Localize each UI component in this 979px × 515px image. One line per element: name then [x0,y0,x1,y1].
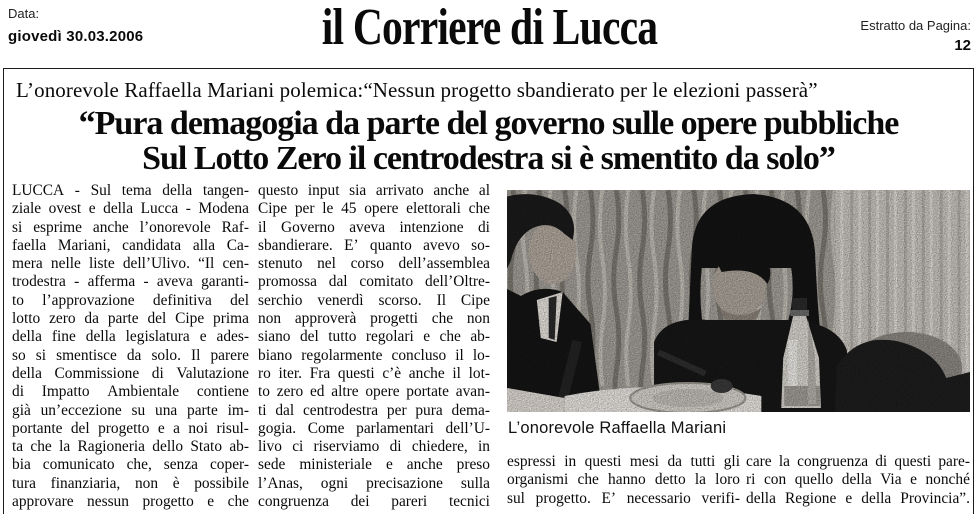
text-line: si esprime anche l’onorevole Raf- [12,218,249,236]
text-line: ta che la Ragioneria dello Stato ab- [12,438,249,456]
text-line: ro iter. Fra questi c’è anche il lot- [258,364,490,382]
bottom-columns [507,453,970,508]
text-line: espressi in questi mesi da tutti gli [507,453,740,470]
article-photo [507,190,970,412]
text-line: già un’eccezione su una parte im- [12,401,249,419]
page-extract-label: Estratto da Pagina: [860,18,971,33]
text-line: portante del progetto e a noi risul- [12,419,249,437]
headline-line-1: “Pura demagogia da parte del governo sulle opere pubbliche [78,105,899,142]
text-line: ri con quello della Via e nonché [746,471,970,489]
text-line: sul progetto. E’ necessario verifi- [507,489,740,507]
article-kicker: L’onorevole Raffaella Mariani polemica:“Nessun progetto sbandierato per le elezioni passerà” [16,78,818,102]
text-line: promossa dal comitato dell’Oltre- [258,273,490,291]
text-line: livo ci riserviamo di chiedere, in [258,438,490,456]
text-line: tura finanziaria, non è possibile [12,474,249,492]
text-line: della Regione e della Provincia”. [746,489,970,507]
text-line: biano regolarmente concluso il lo- [258,346,490,364]
halftone-grain [507,190,970,412]
body-column-1 [12,182,249,511]
text-line: so si smentisce da solo. Il parere [12,346,249,364]
photo-caption: L’onorevole Raffaella Mariani [508,419,727,437]
date-label: Data: [8,6,40,21]
article-frame [3,68,974,514]
text-line: stenuto nel corso dell’assemblea [258,255,490,273]
text-line: questo input sia arrivato anche al [258,182,490,199]
headline-line-2: Sul Lotto Zero il centrodestra si è smentito da solo” [142,140,835,177]
text-line: faella Mariani, candidata alla Ca- [12,236,249,254]
text-line: non approverà progetti che non [258,310,490,328]
text-line: ziale ovest e della Lucca - Modena [12,200,249,218]
text-line: mera nelle liste dell’Ulivo. “Il cen- [12,255,249,273]
page-header [0,0,979,68]
page-extract-block [860,18,971,54]
page-extract-number: 12 [954,37,971,54]
text-line: ti dal centrodestra per pura dema- [258,401,490,419]
text-line: sbandierare. E’ quanto avevo so- [258,236,490,254]
body-column-2 [258,182,490,511]
text-line: approvare nessun progetto e che [12,493,249,511]
text-line: care la congruenza di questi pare- [746,453,970,470]
text-line: organismi che hanno detto la loro [507,471,740,489]
date-value: giovedì 30.03.2006 [8,28,144,45]
text-line: della fine della legislatura e ades- [12,328,249,346]
text-line: LUCCA - Sul tema della tangen- [12,182,249,199]
masthead-title: il Corriere di Lucca [321,0,658,56]
text-line: trodestra - afferma - aveva garanti- [12,273,249,291]
text-line: serchio venerdì scorso. Il Cipe [258,291,490,309]
text-line: to l’approvazione definitiva del [12,291,249,309]
text-line: della Commissione di Valutazione [12,364,249,382]
text-line: siano del tutto regolari e che ab- [258,328,490,346]
text-line: il Governo aveva intenzione di [258,218,490,236]
text-line: di Impatto Ambientale contiene [12,383,249,401]
text-line: lotto zero da parte del Cipe prima [12,310,249,328]
text-line: bia comunicato che, senza coper- [12,456,249,474]
article-headline [4,106,973,176]
text-line: sede ministeriale e anche preso [258,456,490,474]
photo-and-text-block [504,182,970,515]
body-column-4 [746,453,970,508]
text-line: congruenza dei pareri tecnici [258,493,490,511]
text-line: Cipe per le 45 opere elettorali che [258,200,490,218]
text-line: gogia. Come parlamentari dell’U- [258,419,490,437]
body-column-3 [507,453,740,508]
text-line: to zero ed altre opere portate avan- [258,383,490,401]
text-line: l’Anas, ogni precisazione sulla [258,474,490,492]
